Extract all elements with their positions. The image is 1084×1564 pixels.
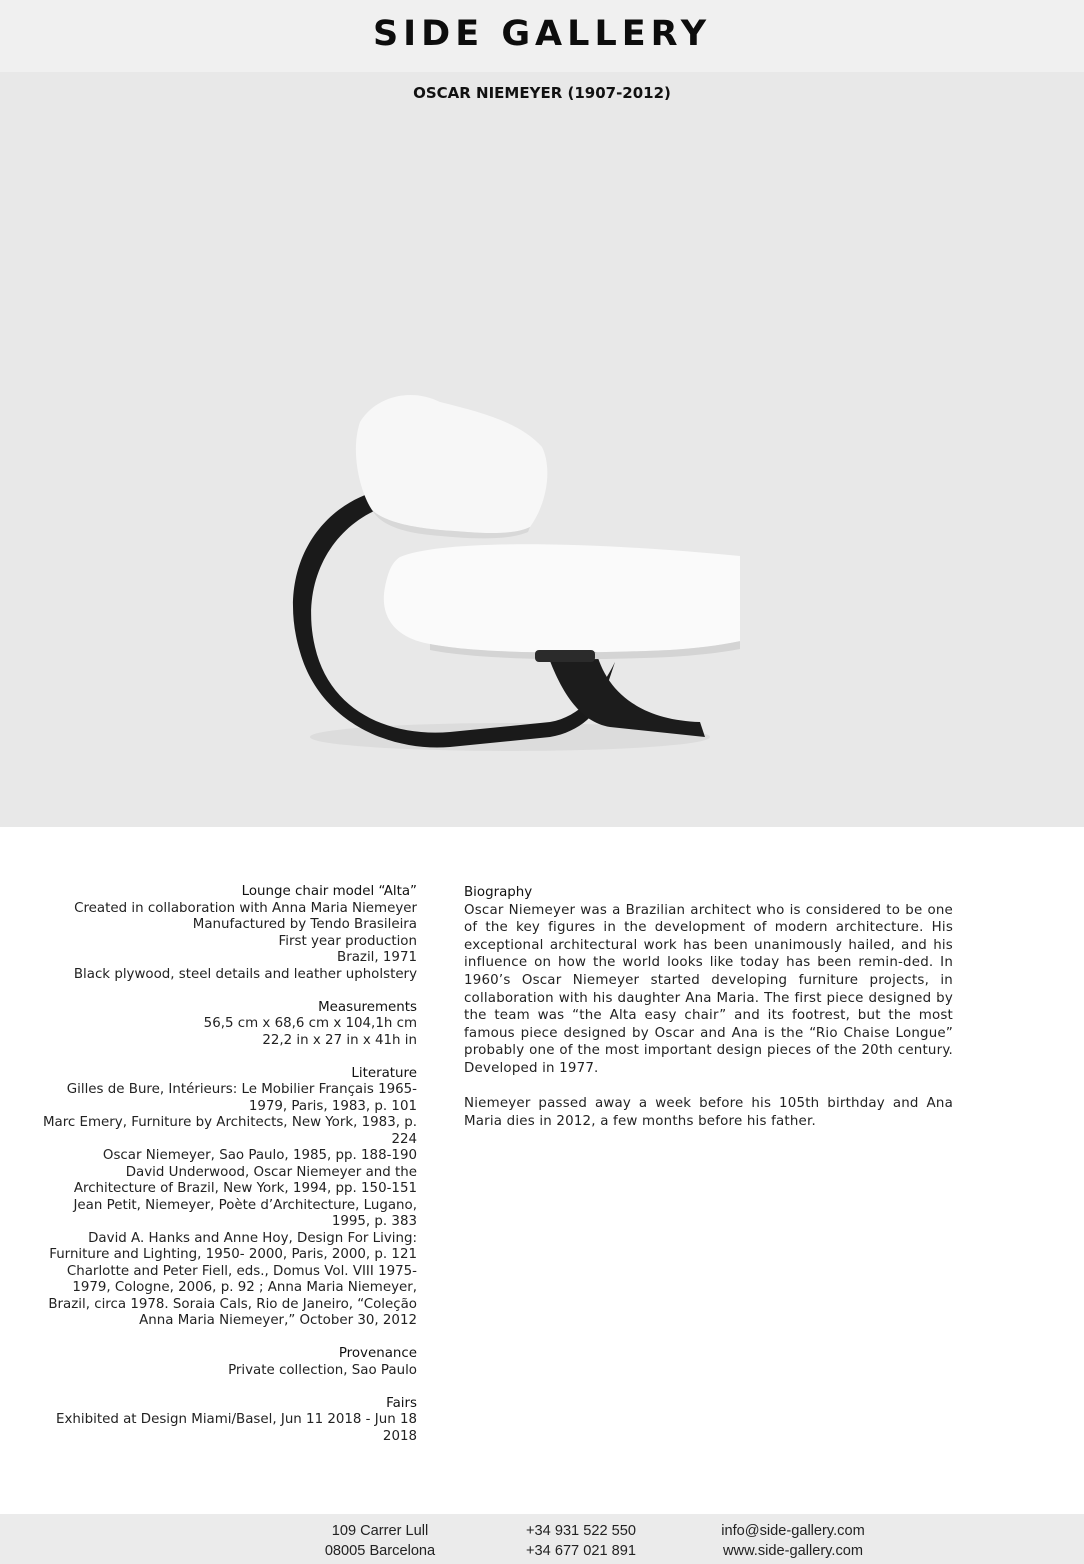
artist-caption: OSCAR NIEMEYER (1907-2012) bbox=[413, 84, 671, 102]
detail-line: Charlotte and Peter Fiell, eds., Domus Vol. VIII 1975-1979, Cologne, 2006, p. 92 ; Anna Maria Niemeyer, Brazil, circa 1978. Soraia Cals, Rio de Janeiro, “Coleção Anna Maria Niemeyer,” October 30, 2012 bbox=[48, 1263, 417, 1328]
footer-phones bbox=[500, 1521, 662, 1561]
detail-line: Created in collaboration with Anna Maria Niemeyer bbox=[74, 900, 417, 916]
product-photo bbox=[0, 72, 1084, 827]
detail-line: Gilles de Bure, Intérieurs: Le Mobilier Français 1965-1979, Paris, 1983, p. 101 bbox=[66, 1082, 417, 1114]
footer-web bbox=[700, 1521, 886, 1561]
phone-number[interactable]: +34 677 021 891 bbox=[526, 1543, 636, 1559]
details-section-measurements bbox=[40, 1000, 417, 1050]
detail-line: 22,2 in x 27 in x 41h in bbox=[262, 1032, 417, 1048]
details-section-literature bbox=[40, 1066, 417, 1330]
details-section-provenance bbox=[40, 1346, 417, 1379]
detail-line: Brazil, 1971 bbox=[337, 950, 417, 965]
details-section-model bbox=[40, 884, 417, 983]
detail-line: David A. Hanks and Anne Hoy, Design For Living: Furniture and Lighting, 1950- 2000, Paris, 2000, p. 121 bbox=[49, 1230, 417, 1262]
address-line: 08005 Barcelona bbox=[324, 1543, 436, 1559]
section-heading: Provenance bbox=[338, 1346, 417, 1361]
footer-address bbox=[300, 1521, 460, 1561]
biography-heading: Biography bbox=[464, 885, 533, 900]
detail-line: Exhibited at Design Miami/Basel, Jun 11 2018 - Jun 18 2018 bbox=[56, 1412, 417, 1444]
detail-line: 56,5 cm x 68,6 cm x 104,1h cm bbox=[203, 1016, 417, 1031]
biography bbox=[464, 884, 953, 1148]
phone-number[interactable]: +34 931 522 550 bbox=[526, 1523, 636, 1539]
section-heading: Fairs bbox=[386, 1395, 417, 1411]
gallery-logo: SIDE GALLERY bbox=[372, 14, 712, 54]
section-heading: Measurements bbox=[318, 999, 417, 1015]
biography-paragraph: Oscar Niemeyer was a Brazilian architect who is considered to be one of the key figures in the development of modern architecture. His exceptional architectural work has been unanimously hailed, and his influence on how the world looks like today has been remin-ded. In 1960’s Oscar Niemeyer started developing furniture projects, in collaboration with his daughter Ana Maria. The first piece designed by the team was “the Alta easy chair” and its footrest, but the most famous piece designed by Oscar and Ana is the “Rio Chaise Longue” probably one of the most important design pieces of the 20th century. Developed in 1977. bbox=[464, 902, 953, 1076]
details-section-fairs bbox=[40, 1396, 417, 1446]
detail-line: First year production bbox=[278, 933, 417, 949]
website-link[interactable]: www.side-gallery.com bbox=[722, 1543, 864, 1559]
detail-line: Manufactured by Tendo Brasileira bbox=[192, 917, 417, 932]
detail-line: Jean Petit, Niemeyer, Poète d’Architecture, Lugano, 1995, p. 383 bbox=[73, 1197, 417, 1229]
section-heading: Literature bbox=[351, 1065, 417, 1081]
address-line: 109 Carrer Lull bbox=[331, 1523, 429, 1539]
detail-line: Private collection, Sao Paulo bbox=[228, 1362, 417, 1378]
email-link[interactable]: info@side-gallery.com bbox=[721, 1523, 865, 1539]
detail-line: Black plywood, steel details and leather upholstery bbox=[73, 966, 417, 982]
section-heading: Lounge chair model “Alta” bbox=[241, 884, 417, 899]
page-header bbox=[0, 0, 1084, 72]
biography-paragraph: Niemeyer passed away a week before his 105th birthday and Ana Maria dies in 2012, a few months before his father. bbox=[464, 1096, 953, 1129]
detail-line: Marc Emery, Furniture by Architects, New York, 1983, p. 224 bbox=[42, 1115, 417, 1147]
detail-line: David Underwood, Oscar Niemeyer and the Architecture of Brazil, New York, 1994, pp. 150-151 bbox=[73, 1164, 417, 1196]
lounge-chair-image bbox=[280, 392, 740, 772]
product-details bbox=[40, 884, 417, 1462]
detail-line: Oscar Niemeyer, Sao Paulo, 1985, pp. 188-190 bbox=[102, 1148, 417, 1163]
